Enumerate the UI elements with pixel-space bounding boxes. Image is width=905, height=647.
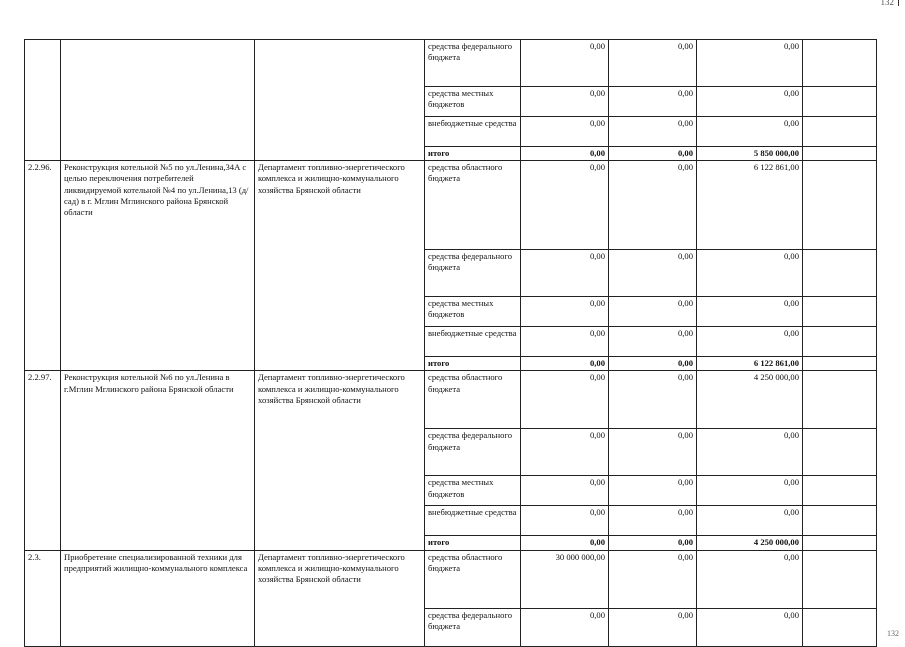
amount-cell-1: 0,00 bbox=[521, 536, 609, 550]
funding-source-cell: итого bbox=[425, 147, 521, 161]
notes-cell bbox=[803, 117, 877, 147]
project-executor: Департамент топливно-энергетического комплекса и жилищно-коммунального хозяйства Брянской области bbox=[255, 371, 425, 550]
amount-cell-2: 0,00 bbox=[609, 371, 697, 429]
edge-mark: 132 bbox=[887, 629, 899, 638]
funding-source-cell: итого bbox=[425, 536, 521, 550]
notes-cell bbox=[803, 147, 877, 161]
funding-source-cell: внебюджетные средства bbox=[425, 506, 521, 536]
number-cell bbox=[25, 40, 61, 161]
amount-cell-1: 0,00 bbox=[521, 357, 609, 371]
amount-cell-1: 0,00 bbox=[521, 161, 609, 250]
notes-cell bbox=[803, 608, 877, 646]
notes-cell bbox=[803, 476, 877, 506]
amount-cell-3: 0,00 bbox=[697, 40, 803, 87]
amount-cell-3: 6 122 861,00 bbox=[697, 357, 803, 371]
notes-cell bbox=[803, 297, 877, 327]
budget-table bbox=[24, 39, 877, 647]
amount-cell-2: 0,00 bbox=[609, 147, 697, 161]
table-row bbox=[25, 550, 877, 608]
amount-cell-1: 0,00 bbox=[521, 608, 609, 646]
amount-cell-2: 0,00 bbox=[609, 161, 697, 250]
amount-cell-3: 0,00 bbox=[697, 608, 803, 646]
project-executor: Департамент топливно-энергетического комплекса и жилищно-коммунального хозяйства Брянской области bbox=[255, 550, 425, 646]
amount-cell-2: 0,00 bbox=[609, 250, 697, 297]
notes-cell bbox=[803, 250, 877, 297]
project-number: 2.3. bbox=[25, 550, 61, 646]
amount-cell-3: 5 850 000,00 bbox=[697, 147, 803, 161]
funding-source-cell: средства федерального бюджета bbox=[425, 608, 521, 646]
notes-cell bbox=[803, 40, 877, 87]
amount-cell-1: 0,00 bbox=[521, 87, 609, 117]
funding-source-cell: средства федерального бюджета bbox=[425, 429, 521, 476]
notes-cell bbox=[803, 87, 877, 117]
amount-cell-2: 0,00 bbox=[609, 429, 697, 476]
table-row bbox=[25, 371, 877, 429]
executor-cell bbox=[255, 40, 425, 161]
funding-source-cell: внебюджетные средства bbox=[425, 117, 521, 147]
notes-cell bbox=[803, 506, 877, 536]
amount-cell-3: 0,00 bbox=[697, 476, 803, 506]
funding-source-cell: средства областного бюджета bbox=[425, 371, 521, 429]
amount-cell-2: 0,00 bbox=[609, 550, 697, 608]
table-row bbox=[25, 161, 877, 250]
funding-source-cell: средства областного бюджета bbox=[425, 550, 521, 608]
amount-cell-1: 0,00 bbox=[521, 429, 609, 476]
amount-cell-3: 0,00 bbox=[697, 250, 803, 297]
project-number: 2.2.96. bbox=[25, 161, 61, 371]
amount-cell-2: 0,00 bbox=[609, 506, 697, 536]
funding-source-cell: средства местных бюджетов bbox=[425, 87, 521, 117]
amount-cell-3: 0,00 bbox=[697, 550, 803, 608]
notes-cell bbox=[803, 550, 877, 608]
amount-cell-3: 0,00 bbox=[697, 327, 803, 357]
amount-cell-2: 0,00 bbox=[609, 327, 697, 357]
amount-cell-2: 0,00 bbox=[609, 536, 697, 550]
amount-cell-2: 0,00 bbox=[609, 476, 697, 506]
amount-cell-2: 0,00 bbox=[609, 117, 697, 147]
notes-cell bbox=[803, 161, 877, 250]
project-number: 2.2.97. bbox=[25, 371, 61, 550]
amount-cell-3: 4 250 000,00 bbox=[697, 371, 803, 429]
name-cell bbox=[61, 40, 255, 161]
funding-source-cell: средства местных бюджетов bbox=[425, 297, 521, 327]
notes-cell bbox=[803, 357, 877, 371]
amount-cell-1: 30 000 000,00 bbox=[521, 550, 609, 608]
amount-cell-1: 0,00 bbox=[521, 117, 609, 147]
notes-cell bbox=[803, 429, 877, 476]
funding-source-cell: средства областного бюджета bbox=[425, 161, 521, 250]
amount-cell-2: 0,00 bbox=[609, 297, 697, 327]
budget-table-body bbox=[25, 40, 877, 647]
funding-source-cell: внебюджетные средства bbox=[425, 327, 521, 357]
funding-source-cell: средства местных бюджетов bbox=[425, 476, 521, 506]
amount-cell-3: 0,00 bbox=[697, 117, 803, 147]
amount-cell-2: 0,00 bbox=[609, 87, 697, 117]
project-executor: Департамент топливно-энергетического комплекса и жилищно-коммунального хозяйства Брянской области bbox=[255, 161, 425, 371]
notes-cell bbox=[803, 536, 877, 550]
notes-cell bbox=[803, 371, 877, 429]
amount-cell-3: 4 250 000,00 bbox=[697, 536, 803, 550]
amount-cell-2: 0,00 bbox=[609, 608, 697, 646]
project-name: Реконструкция котельной №6 по ул.Ленина в г.Мглин Мглинского района Брянской области bbox=[61, 371, 255, 550]
amount-cell-1: 0,00 bbox=[521, 297, 609, 327]
page-number: 132 bbox=[881, 0, 900, 7]
amount-cell-1: 0,00 bbox=[521, 476, 609, 506]
amount-cell-3: 6 122 861,00 bbox=[697, 161, 803, 250]
notes-cell bbox=[803, 327, 877, 357]
amount-cell-2: 0,00 bbox=[609, 357, 697, 371]
amount-cell-1: 0,00 bbox=[521, 147, 609, 161]
amount-cell-2: 0,00 bbox=[609, 40, 697, 87]
amount-cell-1: 0,00 bbox=[521, 40, 609, 87]
amount-cell-1: 0,00 bbox=[521, 327, 609, 357]
amount-cell-3: 0,00 bbox=[697, 297, 803, 327]
table-row bbox=[25, 40, 877, 87]
amount-cell-1: 0,00 bbox=[521, 506, 609, 536]
funding-source-cell: средства федерального бюджета bbox=[425, 250, 521, 297]
amount-cell-3: 0,00 bbox=[697, 506, 803, 536]
amount-cell-1: 0,00 bbox=[521, 250, 609, 297]
funding-source-cell: средства федерального бюджета bbox=[425, 40, 521, 87]
amount-cell-1: 0,00 bbox=[521, 371, 609, 429]
project-name: Приобретение специализированной техники для предприятий жилищно-коммунального комплекса bbox=[61, 550, 255, 646]
funding-source-cell: итого bbox=[425, 357, 521, 371]
amount-cell-3: 0,00 bbox=[697, 87, 803, 117]
project-name: Реконструкция котельной №5 по ул.Ленина,34А с целью переключения потребителей ликвидируемой котельной №4 по ул.Ленина,13 (д/сад) в г. Мглин Мглинского района Брянской области bbox=[61, 161, 255, 371]
amount-cell-3: 0,00 bbox=[697, 429, 803, 476]
